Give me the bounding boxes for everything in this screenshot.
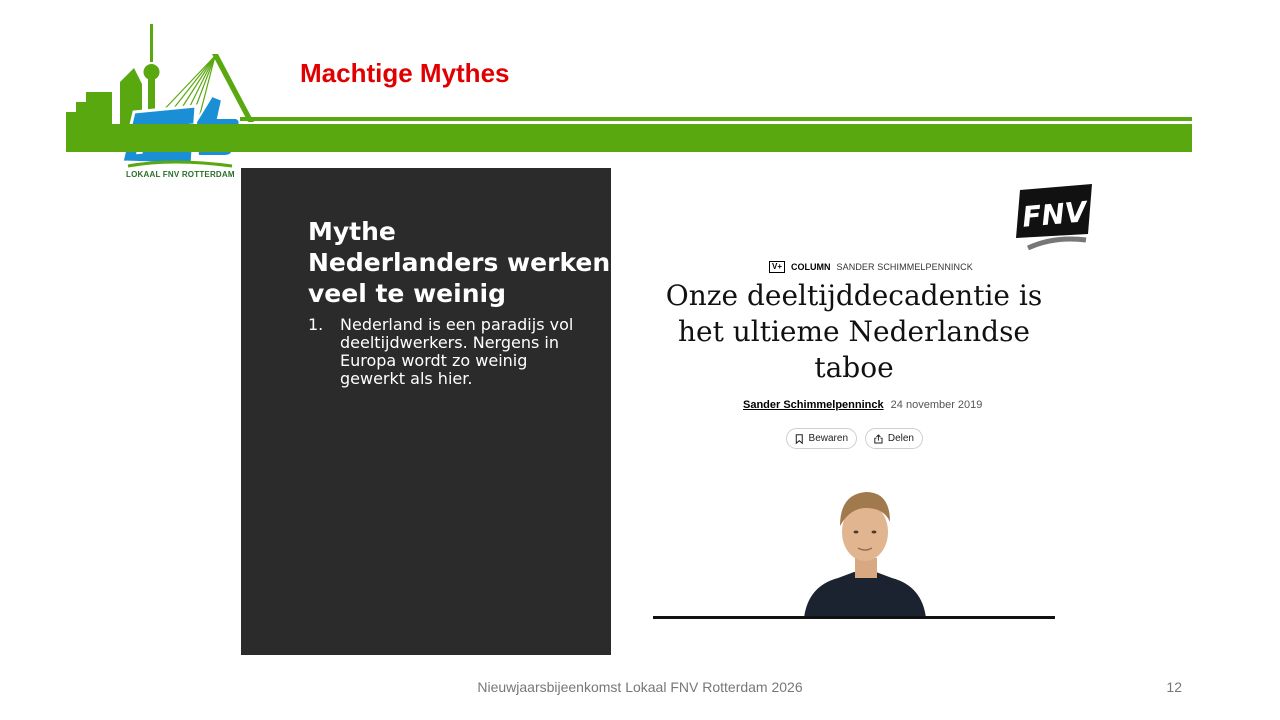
myth-title-line-1: Mythe: [308, 217, 396, 246]
header-divider-thin: [240, 117, 1192, 121]
fnv-rotterdam-logo: [62, 14, 262, 182]
column-label: COLUMN: [791, 262, 831, 272]
slide-footer: Nieuwjaarsbijeenkomst Lokaal FNV Rotterdam 2026: [477, 679, 803, 695]
author-portrait: [800, 486, 930, 618]
byline: [743, 399, 982, 411]
article-headline: [664, 278, 1044, 386]
fnv-logo: [1014, 182, 1094, 250]
myth-title-line-2: Nederlanders werken: [308, 248, 611, 277]
fnv-logo-text: FNV: [1020, 195, 1088, 234]
author-link[interactable]: Sander Schimmelpenninck: [743, 399, 884, 411]
header-divider-thick: [66, 124, 1192, 152]
save-label: Bewaren: [808, 433, 848, 444]
headline-line-3: taboe: [814, 351, 894, 384]
share-button[interactable]: [865, 428, 923, 449]
myth-item-text: Nederland is een paradijs vol deeltijdwerkers. Nergens in Europa wordt zo weinig gewerkt als hier.: [340, 315, 574, 388]
share-icon: [874, 433, 883, 445]
myth-item-number: 1.: [308, 315, 324, 334]
headline-line-2: het ultieme Nederlandse: [677, 315, 1031, 348]
article-divider: [653, 616, 1055, 619]
share-label: Delen: [887, 433, 914, 444]
slide-title: Machtige Mythes: [300, 58, 510, 88]
myth-title-line-3: veel te weinig: [308, 279, 506, 308]
headline-line-1: Onze deeltijddecadentie is: [665, 279, 1043, 312]
column-header: [769, 261, 973, 273]
publish-date: 24 november 2019: [890, 399, 983, 411]
page-number: 12: [1166, 679, 1182, 695]
vplus-badge: V+: [769, 261, 785, 273]
save-button[interactable]: [786, 428, 857, 449]
column-author: SANDER SCHIMMELPENNINCK: [836, 262, 973, 272]
myth-title: [308, 216, 611, 309]
logo-caption: LOKAAL FNV ROTTERDAM: [126, 170, 235, 179]
bookmark-icon: [795, 433, 804, 445]
